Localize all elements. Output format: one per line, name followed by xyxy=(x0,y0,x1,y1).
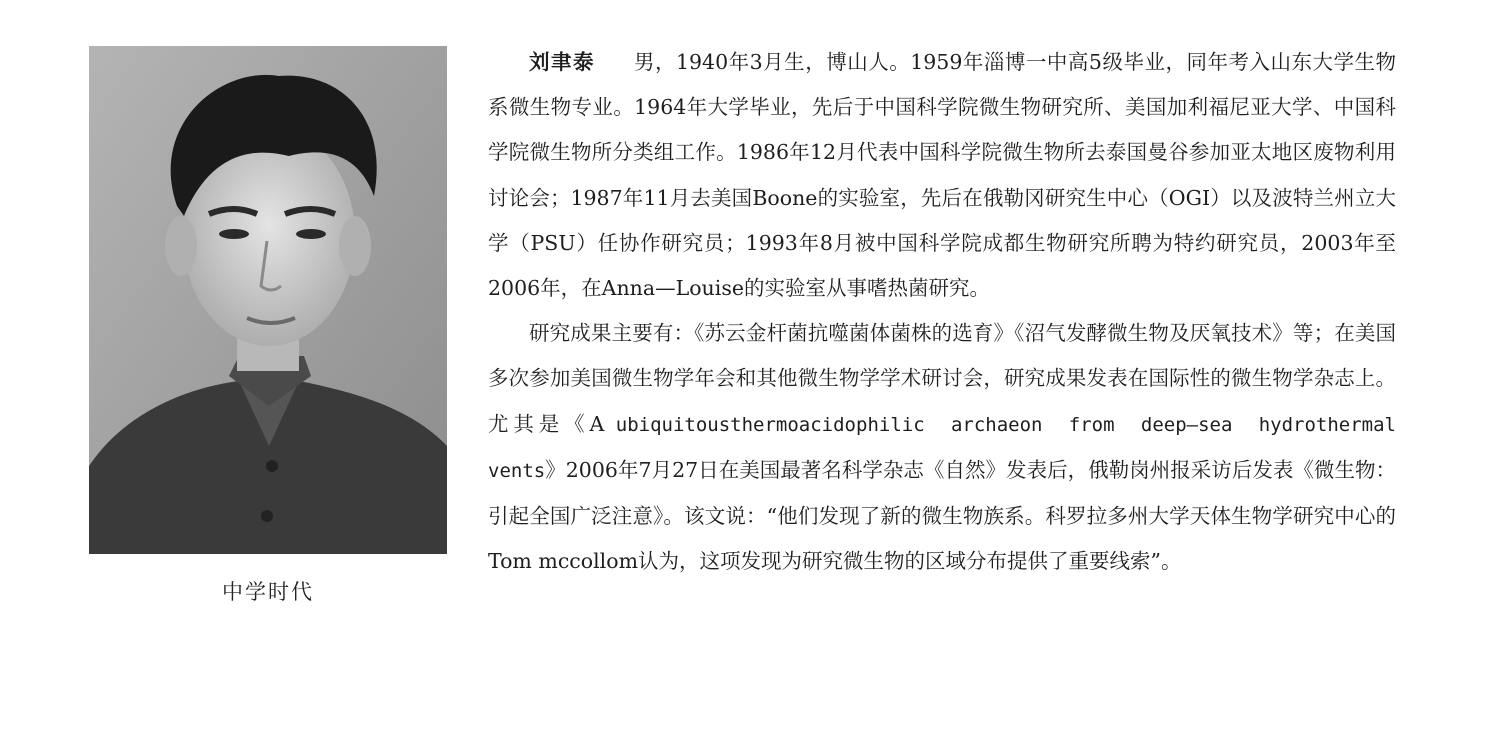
portrait-image xyxy=(89,46,447,554)
paper-title-latin: ubiquitousthermoacidophilic archaeon from deep—sea hydrothermal vents xyxy=(488,413,1396,482)
bio-paragraph-2-text-a: 研究成果主要有：《苏云金杆菌抗噬菌体菌株的选育》《沼气发酵微生物及厌氧技术》等；在美国多次参加美国微生物学年会和其他微生物学学术研讨会，研究成果发表在国际性的微生物学杂志上。尤其是《A xyxy=(488,321,1396,436)
bio-paragraph-2-text-b: 》2006年7月27日在美国最著名科学杂志《自然》发表后，俄勒岗州报采访后发表《微生物：引起全国广泛注意》。该文说：“他们发现了新的微生物族系。科罗拉多州大学天体生物学研究中心的Tom mccollom认为，这项发现为研究微生物的区域分布提供了重要线索”。 xyxy=(488,457,1396,574)
photo-caption: 中学时代 xyxy=(222,580,314,604)
person-name: 刘聿泰 xyxy=(529,50,596,74)
bio-paragraph-1-text: 男，1940年3月生，博山人。1959年淄博一中高5级毕业，同年考入山东大学生物系微生物专业。1964年大学毕业，先后于中国科学院微生物研究所、美国加利福尼亚大学、中国科学院微生物所分类组工作。1986年12月代表中国科学院微生物所去泰国曼谷参加亚太地区废物利用讨论会；1987年11月去美国Boone的实验室，先后在俄勒冈研究生中心（OGI）以及波特兰州立大学（PSU）任协作研究员；1993年8月被中国科学院成都生物研究所聘为特约研究员，2003年至2006年，在Anna—Louise的实验室从事嗜热菌研究。 xyxy=(488,50,1396,301)
biography-text xyxy=(488,40,1396,730)
portrait-photo xyxy=(89,46,447,554)
bio-paragraph-2 xyxy=(488,311,1396,584)
bio-paragraph-1 xyxy=(488,40,1396,311)
